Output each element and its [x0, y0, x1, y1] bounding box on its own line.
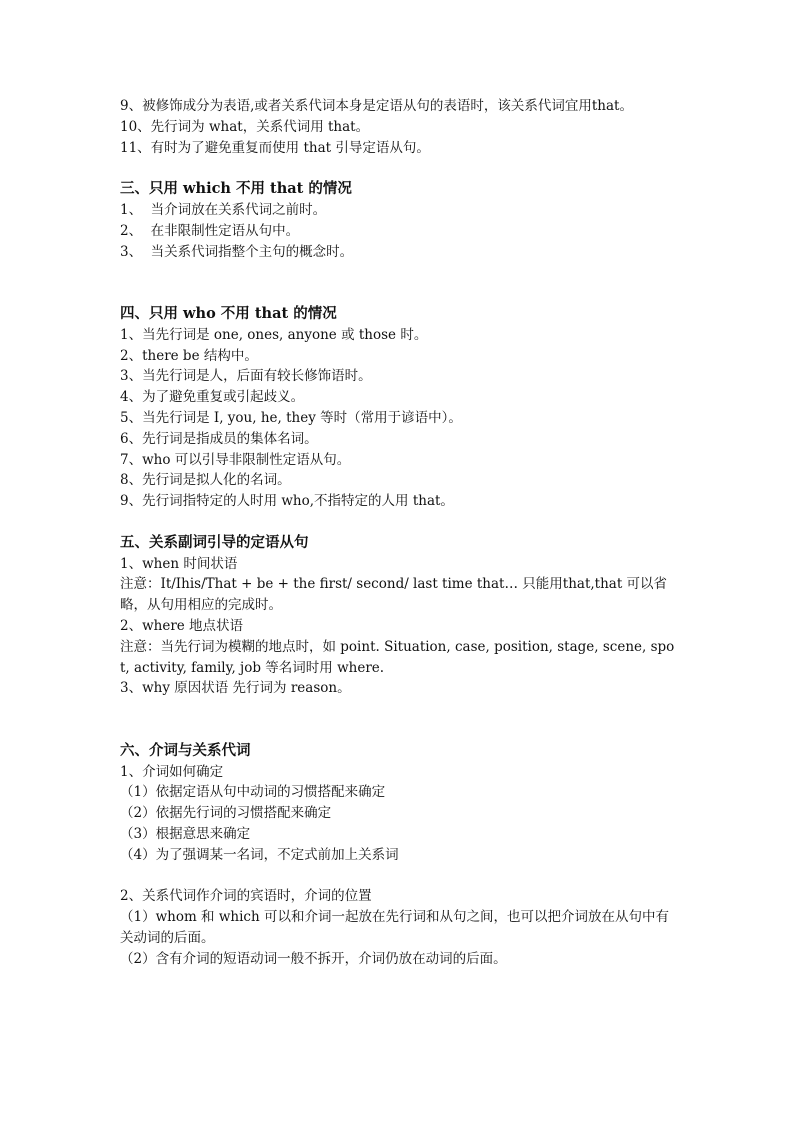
section-6-item: （1）依据定语从句中动词的习惯搭配来确定	[120, 784, 386, 801]
section-6-subheading: 1、介词如何确定	[120, 763, 224, 780]
section-5-note: 注意：当先行词为模糊的地点时，如 point. Situation, case, position, stage, scene, spot, activity, family, job 等名词时用 where.	[120, 638, 675, 676]
section-6-heading: 六、介词与关系代词	[120, 741, 251, 759]
section-5-note: 注意：It/Ihis/That + be + the first/ second/ last time that… 只能用that,that 可以省略，从句用相应的完成时。	[120, 576, 668, 614]
rule-11: 11、有时为了避免重复而使用 that 引导定语从句。	[120, 139, 430, 156]
section-5-item: 1、when 时间状语	[120, 555, 238, 572]
section-3-item: 2、 在非限制性定语从句中。	[120, 222, 300, 239]
section-4-item: 7、who 可以引导非限制性定语从句。	[120, 451, 351, 468]
spacer	[120, 512, 680, 533]
section-3-heading: 三、只用 which 不用 that 的情况	[120, 180, 352, 198]
section-4-item: 2、there be 结构中。	[120, 347, 258, 364]
section-6-item: （2）依据先行词的习惯搭配来确定	[120, 805, 332, 822]
section-6-item: （4）为了强调某一名词，不定式前加上关系词	[120, 846, 399, 863]
section-4-item: 4、为了避免重复或引起歧义。	[120, 389, 305, 406]
section-4-item: 8、先行词是拟人化的名词。	[120, 472, 291, 489]
document-body	[120, 96, 680, 969]
spacer	[120, 262, 680, 304]
section-5-item: 2、where 地点状语	[120, 617, 244, 634]
section-6-item: （1）whom 和 which 可以和介词一起放在先行词和从句之间，也可以把介词放在从句中有关动词的后面。	[120, 909, 669, 946]
section-4-item: 5、当先行词是 I, you, he, they 等时（常用于谚语中）。	[120, 409, 462, 426]
rule-9: 9、被修饰成分为表语,或者关系代词本身是定语从句的表语时，该关系代词宜用that。	[120, 98, 633, 114]
section-4-item: 6、先行词是指成员的集体名词。	[120, 430, 318, 447]
spacer	[120, 158, 680, 179]
spacer	[120, 699, 680, 741]
section-4-item: 3、当先行词是人，后面有较长修饰语时。	[120, 368, 372, 385]
rule-10: 10、先行词为 what，关系代词用 that。	[120, 118, 370, 135]
section-6-item: （3）根据意思来确定	[120, 825, 251, 842]
section-4-item: 9、先行词指特定的人时用 who,不指特定的人用 that。	[120, 493, 454, 510]
section-4-heading: 四、只用 who 不用 that 的情况	[120, 304, 337, 322]
spacer	[120, 865, 680, 886]
section-5-item: 3、why 原因状语 先行词为 reason。	[120, 680, 351, 697]
section-6-subheading: 2、关系代词作介词的宾语时，介词的位置	[120, 888, 372, 905]
section-4-item: 1、当先行词是 one, ones, anyone 或 those 时。	[120, 326, 428, 343]
section-6-item: （2）含有介词的短语动词一般不拆开，介词仍放在动词的后面。	[120, 950, 507, 967]
section-3-item: 1、 当介词放在关系代词之前时。	[120, 201, 327, 218]
section-3-item: 3、 当关系代词指整个主句的概念时。	[120, 243, 354, 260]
section-5-heading: 五、关系副词引导的定语从句	[120, 533, 309, 551]
